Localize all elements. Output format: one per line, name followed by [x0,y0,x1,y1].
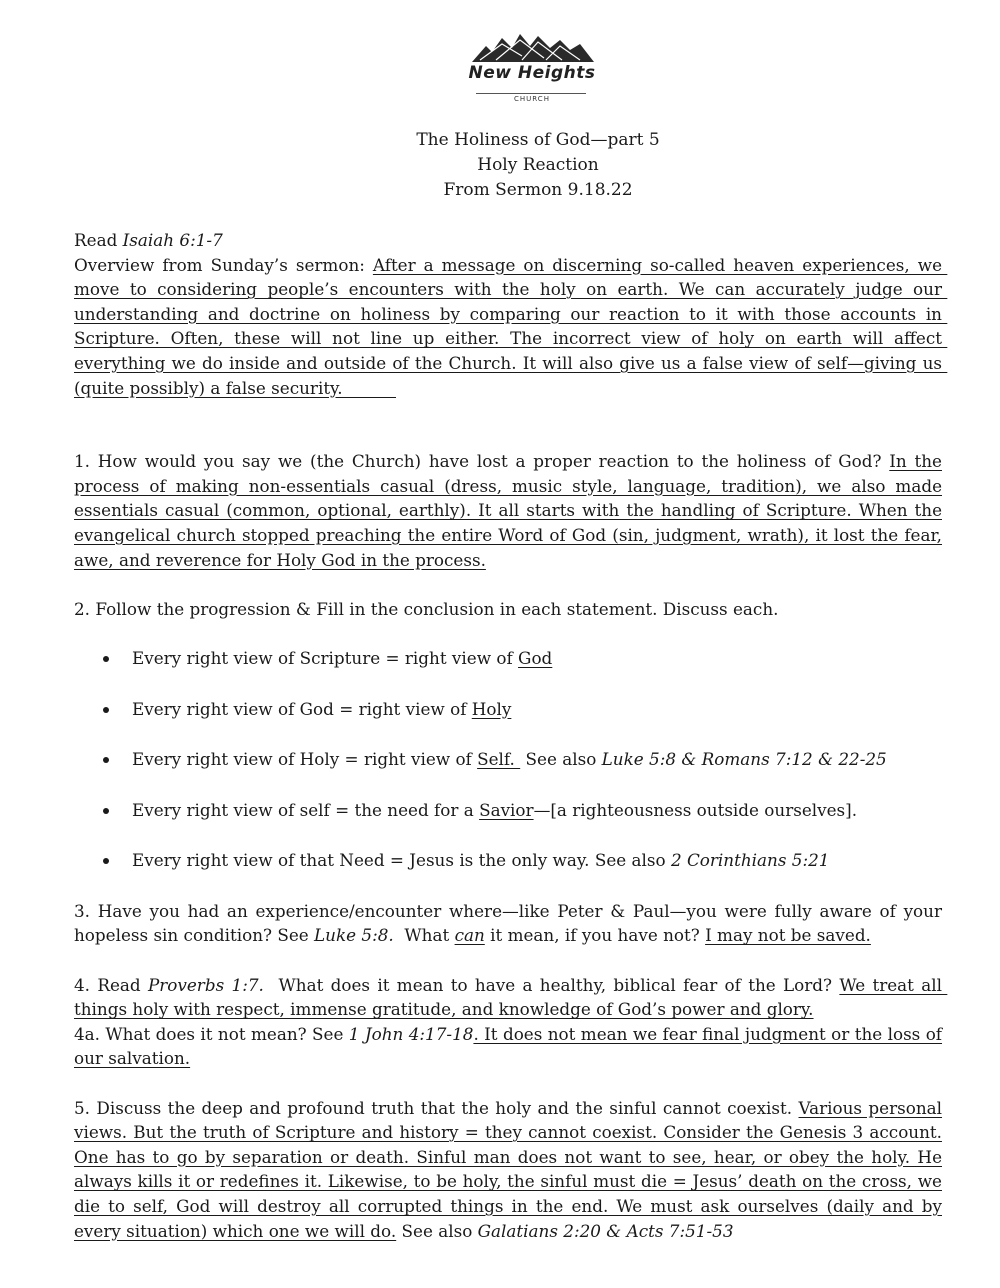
q3-emphasis: can [454,925,485,946]
title-line-3: From Sermon 9.18.22 [443,180,633,200]
q3-text: it mean, if you have not? [484,925,706,946]
question-2: 2. Follow the progression & Fill in the conclusion in each statement. Discuss each. [74,598,779,619]
question-5 [74,1096,942,1244]
q5-ref: Galatians 2:20 & Acts 7:51-53 [477,1220,734,1241]
mountain-peaks-icon [462,30,602,64]
bullet-icon [103,707,109,713]
read-ref: Isaiah 6:1-7 [122,230,223,250]
bullet-after: —[a righteousness outside ourselves]. [533,799,858,820]
church-logo [462,30,602,106]
bullet-ref: Luke 5:8 & Romans 7:12 & 22-25 [601,749,887,770]
q4a-question: 4a. What does it not mean? See [74,1023,349,1044]
q4a-answer: . It does not mean we fear final judgment or the loss of our salvation. [74,1023,943,1069]
study-content [74,228,948,1243]
bullet-text: Every right view of Scripture = right view of [132,647,519,668]
q4-ref: Proverbs 1:7. [147,974,264,995]
q5-question: 5. Discuss the deep and profound truth that the holy and the sinful cannot coexist. [74,1097,799,1118]
bullet-icon [103,757,109,763]
question-3 [74,899,948,948]
read-line [74,228,942,253]
q1-answer: In the process of making non-essentials casual (dress, music style, language, tradition), we also made essentials casual (common, optional, earthly). It all starts with the handling of Scripture. When the evangelical church stopped preaching the entire Word of God (sin, judgment, wrath), it lost the fear, awe, and reverence for Holy God in the process. [74,451,942,570]
bullet-text: Every right view of God = right view of [132,698,472,719]
bullet-icon [103,808,109,814]
bullet-ref: 2 Corinthians 5:21 [670,850,830,871]
bullet-fill: Holy [471,698,512,719]
list-item [74,646,942,671]
bullet-fill: Savior [479,799,534,820]
question-4a [74,1022,942,1071]
bullet-text: Every right view of that Need = Jesus is the only way. See also [132,850,671,871]
logo-sub: CHURCH [514,95,550,103]
title-line-2: Holy Reaction [477,155,599,175]
bullet-icon [103,656,109,662]
q3-ref: Luke 5:8. [314,925,394,946]
bullet-text: Every right view of self = the need for a [132,799,480,820]
logo-name: New Heights [468,63,596,83]
list-item [74,848,942,873]
bullet-fill: God [518,647,553,668]
q5-answer: Various personal views. But the truth of Scripture and history = they cannot coexist. Consider the Genesis 3 account. One has to go by separation or death. Sinful man does not want to see, hear, or obey the holy. He always kills it or redefines it. Likewise, to be holy, the sinful must die = Jesus’ death on the cross, we die to self, God will destroy all corrupted things in the end. We must ask ourselves (daily and by every situation) which one we will do. [74,1097,943,1241]
read-label: Read [74,230,123,250]
q4-label: 4. Read [74,974,148,995]
spacer [74,400,942,449]
overview-answer: After a message on discerning so-called heaven experiences, we move to considering people’s encounters with the holy on earth. We can accurately judge our understanding and doctrine on holiness by comparing our reaction to it with those accounts in Scripture. Often, these will not line up either. The incorrect view of holy on earth will affect everything we do inside and outside of the Church. It will also give us a false view of self—giving us (quite possibly) a false security. [74,254,948,398]
q4-answer: We treat all things holy with respect, immense gratitude, and knowledge of God’s power and glory. [74,974,948,1020]
bullet-fill: Self. [477,749,521,770]
bullet-text: Every right view of Holy = right view of [132,749,478,770]
spacer [74,1071,942,1096]
overview [74,253,948,401]
bullet-after: See also [520,749,602,770]
spacer [74,621,942,646]
title-block [300,128,776,203]
q4-question: What does it mean to have a healthy, biblical fear of the Lord? [263,974,840,995]
question-4 [74,973,948,1022]
q3-text: What [393,925,455,946]
spacer [74,572,942,597]
progression-list [74,646,942,873]
title-line-1: The Holiness of God—part 5 [416,130,660,150]
q1-question: 1. How would you say we (the Church) have lost a proper reaction to the holiness of God? [74,451,890,472]
q3-question: 3. Have you had an experience/encounter where—like Peter & Paul—you were fully aware of your hopeless sin condition? See [74,900,948,946]
question-1 [74,449,942,572]
spacer [74,948,942,973]
list-item [74,747,942,772]
bullet-icon [103,858,109,864]
q3-answer: I may not be saved. [705,925,871,946]
list-item [74,697,942,722]
q5-see: See also [396,1220,478,1241]
logo-rule [476,93,586,94]
list-item [74,798,942,823]
overview-label: Overview from Sunday’s sermon: [74,254,373,275]
q4a-ref: 1 John 4:17-18 [348,1023,474,1044]
